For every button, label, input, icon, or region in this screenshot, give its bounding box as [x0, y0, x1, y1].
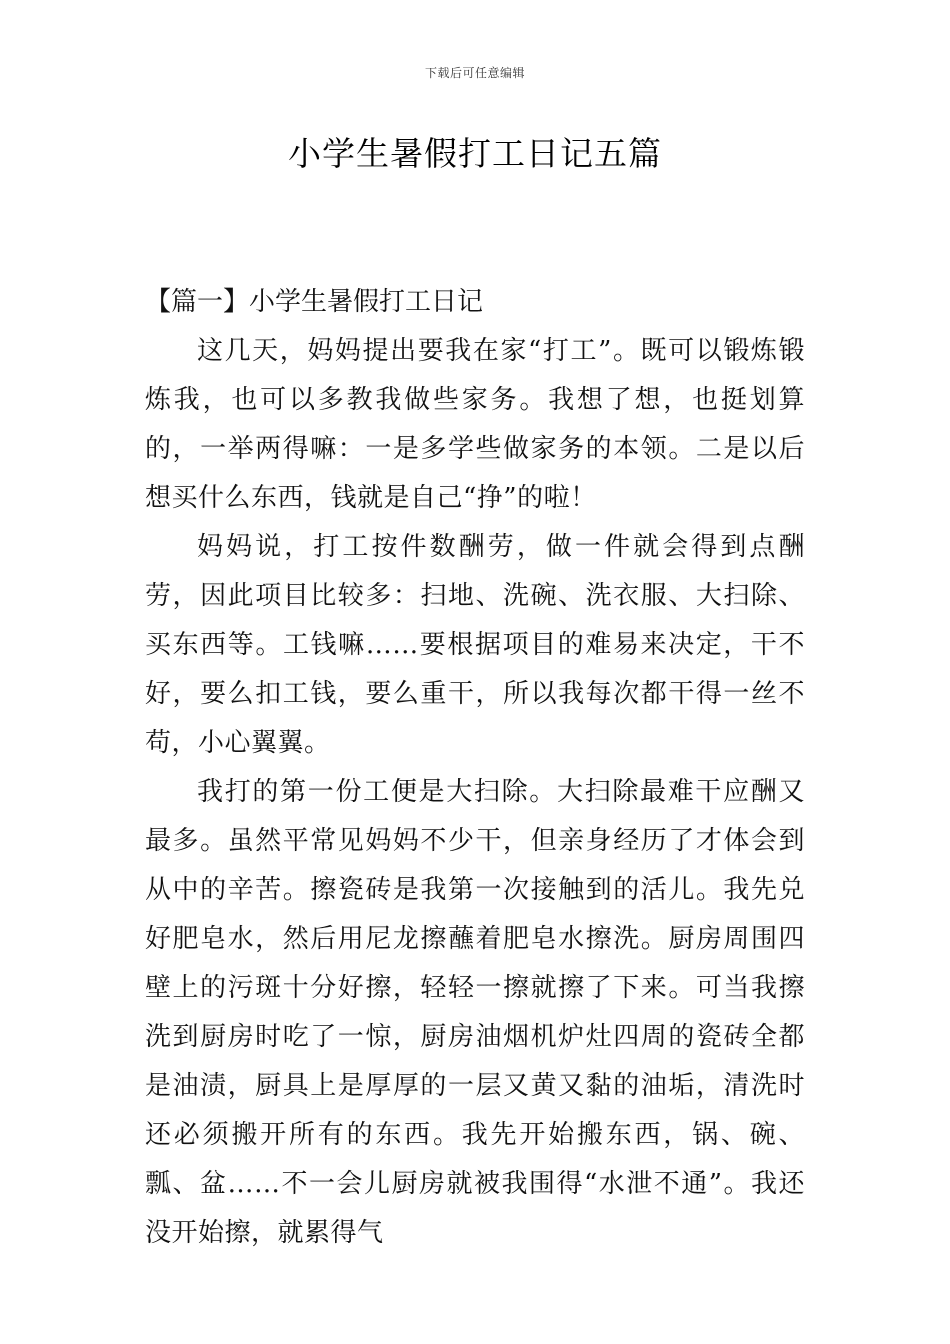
section-heading: 【篇一】小学生暑假打工日记	[145, 287, 484, 317]
paragraph: 这几天，妈妈提出要我在家“打工”。既可以锻炼锻炼我，也可以多教我做些家务。我想了想，也挺划算的，一举两得嘛：一是多学些做家务的本领。二是以后想买什么东西，钱就是自己“挣”的啦！	[145, 336, 805, 513]
document-title: 小学生暑假打工日记五篇	[288, 134, 662, 173]
header-note: 下载后可任意编辑	[424, 66, 525, 80]
paragraph: 我打的第一份工便是大扫除。大扫除最难干应酬又最多。虽然平常见妈妈不少干，但亲身经历了才体会到从中的辛苦。擦瓷砖是我第一次接触到的活儿。我先兑好肥皂水，然后用尼龙擦蘸着肥皂水擦洗。厨房周围四壁上的污斑十分好擦，轻轻一擦就擦了下来。可当我擦洗到厨房时吃了一惊，厨房油烟机炉灶四周的瓷砖全都是油渍，厨具上是厚厚的一层又黄又黏的油垢，清洗时还必须搬开所有的东西。我先开始搬东西，锅、碗、瓢、盆……不一会儿厨房就被我围得“水泄不通”。我还没开始擦，就累得气	[145, 777, 805, 1248]
paragraph: 妈妈说，打工按件数酬劳，做一件就会得到点酬劳，因此项目比较多：扫地、洗碗、洗衣服、大扫除、买东西等。工钱嘛……要根据项目的难易来决定，干不好，要么扣工钱，要么重干，所以我每次都干得一丝不苟，小心翼翼。	[145, 532, 805, 758]
document-body	[145, 278, 805, 1258]
